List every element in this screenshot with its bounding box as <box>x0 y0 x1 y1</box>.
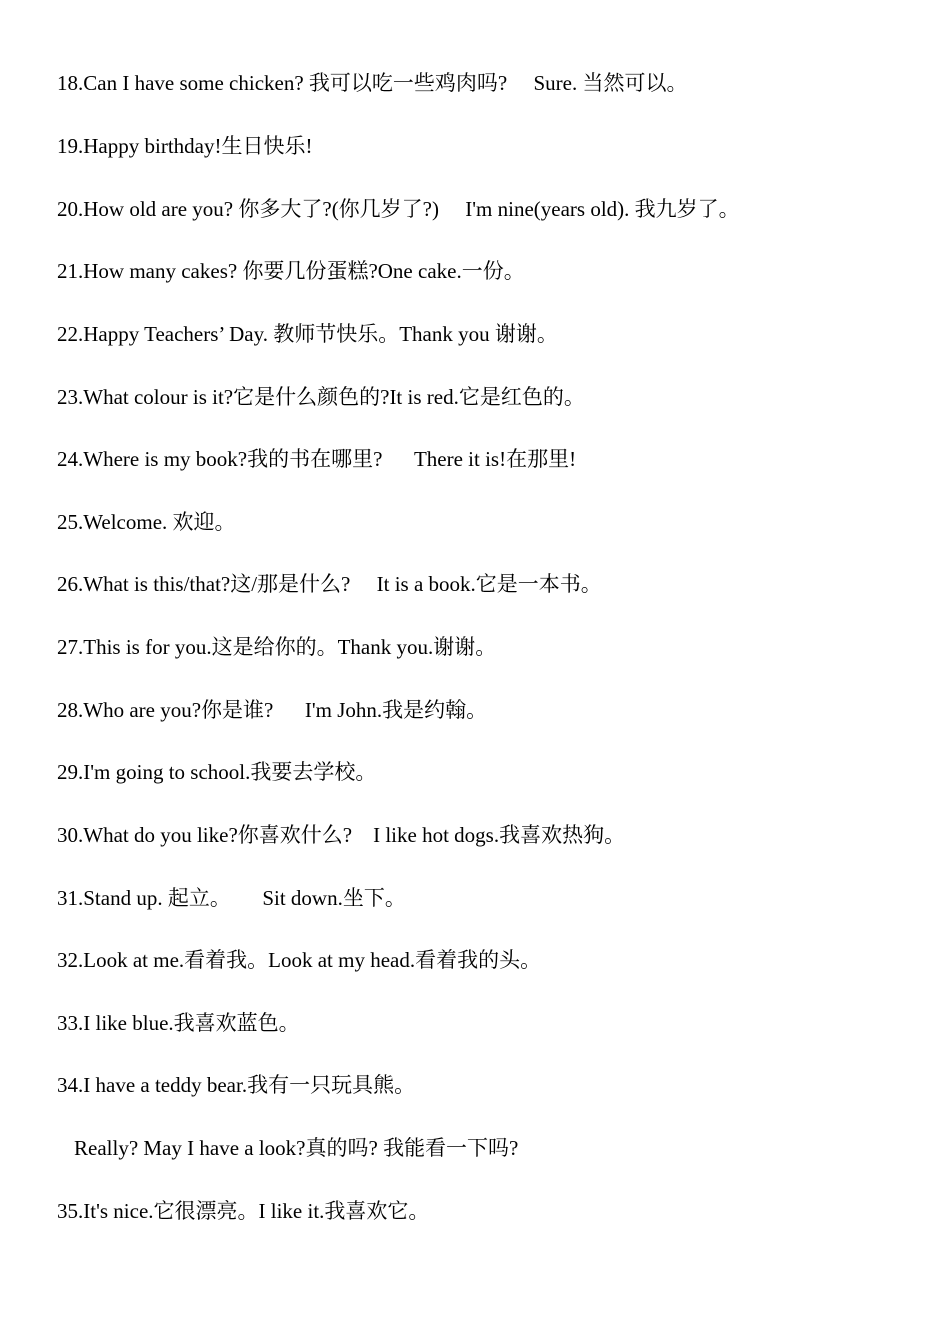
text-line-30: 30.What do you like?你喜欢什么? I like hot dogs.我喜欢热狗。 <box>57 823 626 847</box>
text-line-26: 26.What is this/that?这/那是什么? It is a book.它是一本书。 <box>57 572 602 596</box>
text-line-18: 18.Can I have some chicken? 我可以吃一些鸡肉吗? Sure. 当然可以。 <box>57 71 688 95</box>
text-line-33: 33.I like blue.我喜欢蓝色。 <box>57 1011 300 1035</box>
text-line-20: 20.How old are you? 你多大了?(你几岁了?) I'm nine(years old). 我九岁了。 <box>57 197 740 221</box>
text-line-31: 31.Stand up. 起立。 Sit down.坐下。 <box>57 886 406 910</box>
text-line-21: 21.How many cakes? 你要几份蛋糕?One cake.一份。 <box>57 259 525 283</box>
text-line-23: 23.What colour is it?它是什么颜色的?It is red.它是红色的。 <box>57 385 585 409</box>
text-line-34: 34.I have a teddy bear.我有一只玩具熊。 <box>57 1073 416 1097</box>
text-line-24: 24.Where is my book?我的书在哪里? There it is!在那里! <box>57 447 577 471</box>
text-line-19: 19.Happy birthday!生日快乐! <box>57 134 313 158</box>
text-line-34-continued: Really? May I have a look?真的吗? 我能看一下吗? <box>74 1136 519 1160</box>
text-line-28: 28.Who are you?你是谁? I'm John.我是约翰。 <box>57 698 488 722</box>
text-line-25: 25.Welcome. 欢迎。 <box>57 510 236 534</box>
text-line-29: 29.I'm going to school.我要去学校。 <box>57 760 377 784</box>
text-line-32: 32.Look at me.看着我。Look at my head.看着我的头。 <box>57 948 542 972</box>
text-line-27: 27.This is for you.这是给你的。Thank you.谢谢。 <box>57 635 497 659</box>
text-line-22: 22.Happy Teachers’ Day. 教师节快乐。Thank you 谢谢。 <box>57 322 558 346</box>
text-line-35: 35.It's nice.它很漂亮。I like it.我喜欢它。 <box>57 1199 430 1223</box>
